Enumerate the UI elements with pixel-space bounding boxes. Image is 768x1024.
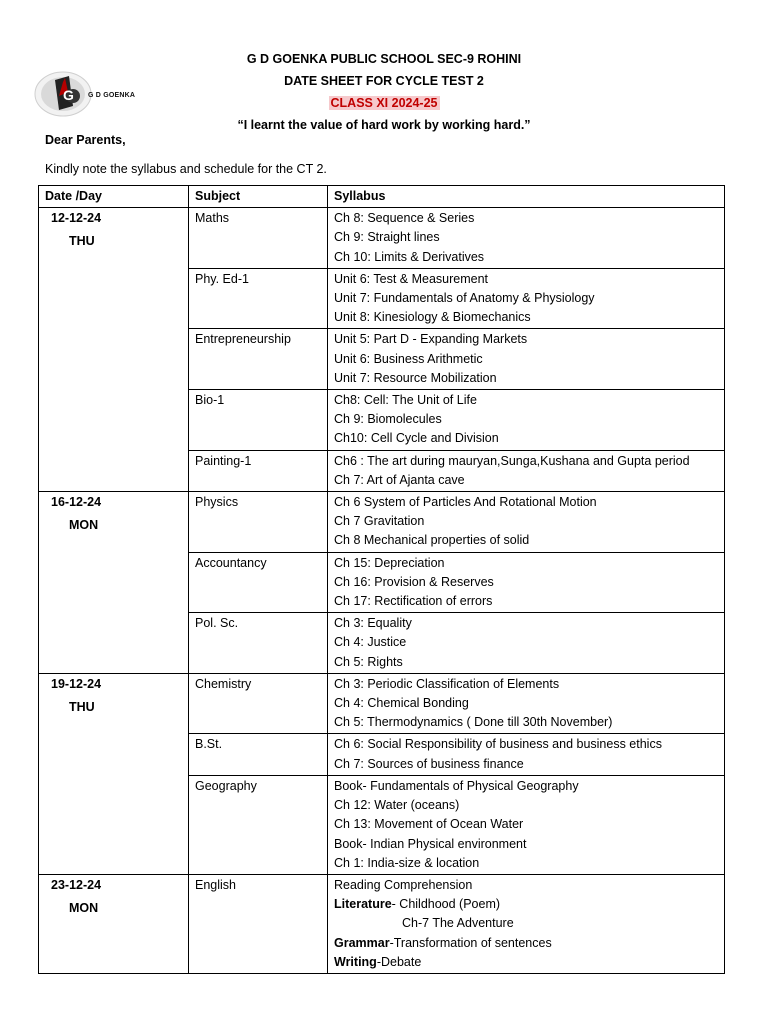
syllabus-item: Ch 4: Justice (334, 635, 407, 650)
literature-text: - Childhood (Poem) (391, 897, 501, 912)
date-cell (39, 492, 189, 674)
exam-day: THU (69, 234, 95, 249)
subject-cell: Entrepreneurship (189, 329, 328, 390)
table-row (39, 673, 725, 734)
date-cell (39, 673, 189, 874)
syllabus-item: Ch 10: Limits & Derivatives (334, 249, 485, 264)
syllabus-cell (328, 450, 725, 491)
logo-text: G D GOENKA (88, 92, 136, 99)
exam-date: 12-12-24 (51, 211, 102, 226)
subject-cell: Pol. Sc. (189, 613, 328, 674)
syllabus-item: Unit 6: Business Arithmetic (334, 351, 483, 366)
writing-text: -Debate (376, 954, 422, 969)
syllabus-item: Ch 16: Provision & Reserves (334, 574, 494, 589)
syllabus-cell (328, 613, 725, 674)
writing-label: Writing (334, 954, 377, 969)
syllabus-item: Ch 8: Sequence & Series (334, 211, 475, 226)
syllabus-item: Unit 7: Resource Mobilization (334, 370, 497, 385)
subject-cell: English (189, 874, 328, 973)
syllabus-item: Ch 7: Art of Ajanta cave (334, 472, 465, 487)
syllabus-item: Ch6 : The art during mauryan,Sunga,Kushana and Gupta period (334, 453, 690, 468)
syllabus-item: Reading Comprehension (334, 877, 473, 892)
syllabus-item: Ch 8 Mechanical properties of solid (334, 533, 530, 548)
subject-cell: Geography (189, 775, 328, 874)
syllabus-item: Ch 9: Straight lines (334, 230, 440, 245)
svg-text:G: G (63, 87, 74, 103)
syllabus-item: Ch 12: Water (oceans) (334, 798, 460, 813)
quote: “I learnt the value of hard work by working hard.” (237, 118, 531, 132)
syllabus-item: Ch 13: Movement of Ocean Water (334, 817, 524, 832)
syllabus-item (334, 934, 718, 953)
syllabus-item: Ch 15: Depreciation (334, 555, 445, 570)
exam-date: 23-12-24 (51, 877, 102, 892)
syllabus-cell (328, 874, 725, 973)
syllabus-item: Ch 3: Periodic Classification of Elements (334, 676, 560, 691)
intro-note: Kindly note the syllabus and schedule for the CT 2. (45, 162, 327, 176)
date-cell (39, 208, 189, 492)
syllabus-item (334, 895, 718, 914)
class-line (0, 92, 768, 114)
syllabus-item: Ch 17: Rectification of errors (334, 594, 493, 609)
subject-cell: Maths (189, 208, 328, 269)
syllabus-cell (328, 390, 725, 451)
syllabus-cell (328, 329, 725, 390)
syllabus-cell (328, 552, 725, 613)
subject-cell: Chemistry (189, 673, 328, 734)
syllabus-item: Ch 4: Chemical Bonding (334, 696, 469, 711)
subject-cell: Phy. Ed-1 (189, 268, 328, 329)
syllabus-cell (328, 775, 725, 874)
syllabus-item (334, 953, 718, 972)
syllabus-item: Ch 5: Rights (334, 654, 403, 669)
grammar-text: -Transformation of sentences (389, 935, 552, 950)
exam-date: 19-12-24 (51, 676, 102, 691)
syllabus-item: Ch 7 Gravitation (334, 514, 425, 529)
syllabus-item: Ch 6: Social Responsibility of business and business ethics (334, 737, 662, 752)
header-date-day: Date /Day (39, 186, 189, 208)
subject-cell: Painting-1 (189, 450, 328, 491)
syllabus-item: Ch 5: Thermodynamics ( Done till 30th November) (334, 715, 613, 730)
exam-day: MON (69, 901, 99, 916)
syllabus-cell (328, 268, 725, 329)
syllabus-item: Unit 6: Test & Measurement (334, 271, 489, 286)
syllabus-item: Ch8: Cell: The Unit of Life (334, 393, 477, 408)
school-name: G D GOENKA PUBLIC SCHOOL SEC-9 ROHINI (246, 52, 522, 66)
syllabus-item: Ch 7: Sources of business finance (334, 756, 524, 771)
syllabus-item: Ch 3: Equality (334, 616, 412, 631)
table-row (39, 874, 725, 973)
syllabus-item: Ch 9: Biomolecules (334, 412, 442, 427)
syllabus-cell (328, 734, 725, 775)
date-cell (39, 874, 189, 973)
exam-day: MON (69, 518, 99, 533)
table-header-row (39, 186, 725, 208)
subject-cell: B.St. (189, 734, 328, 775)
date-sheet-table (38, 185, 725, 974)
document-header (0, 48, 768, 136)
syllabus-item: Ch10: Cell Cycle and Division (334, 431, 499, 446)
syllabus-item: Ch 1: India-size & location (334, 855, 480, 870)
syllabus-cell (328, 208, 725, 269)
header-syllabus: Syllabus (328, 186, 725, 208)
syllabus-cell (328, 673, 725, 734)
header-subject: Subject (189, 186, 328, 208)
date-sheet-title: DATE SHEET FOR CYCLE TEST 2 (284, 74, 484, 88)
subject-cell: Physics (189, 492, 328, 553)
class-label: CLASS XI 2024-25 (330, 96, 438, 110)
syllabus-cell (328, 492, 725, 553)
syllabus-item: Unit 7: Fundamentals of Anatomy & Physiology (334, 291, 595, 306)
table-row (39, 492, 725, 553)
syllabus-item: Book- Fundamentals of Physical Geography (334, 778, 579, 793)
syllabus-item: Ch 6 System of Particles And Rotational Motion (334, 495, 597, 510)
subject-cell: Bio-1 (189, 390, 328, 451)
subject-cell: Accountancy (189, 552, 328, 613)
syllabus-item: Unit 8: Kinesiology & Biomechanics (334, 310, 531, 325)
grammar-label: Grammar (334, 935, 390, 950)
exam-date: 16-12-24 (51, 495, 102, 510)
syllabus-item: Book- Indian Physical environment (334, 836, 527, 851)
exam-day: THU (69, 700, 95, 715)
literature-label: Literature (334, 897, 392, 912)
table-row (39, 208, 725, 269)
syllabus-item: Unit 5: Part D - Expanding Markets (334, 332, 528, 347)
greeting: Dear Parents, (45, 133, 126, 147)
syllabus-item: Ch-7 The Adventure (402, 916, 514, 931)
